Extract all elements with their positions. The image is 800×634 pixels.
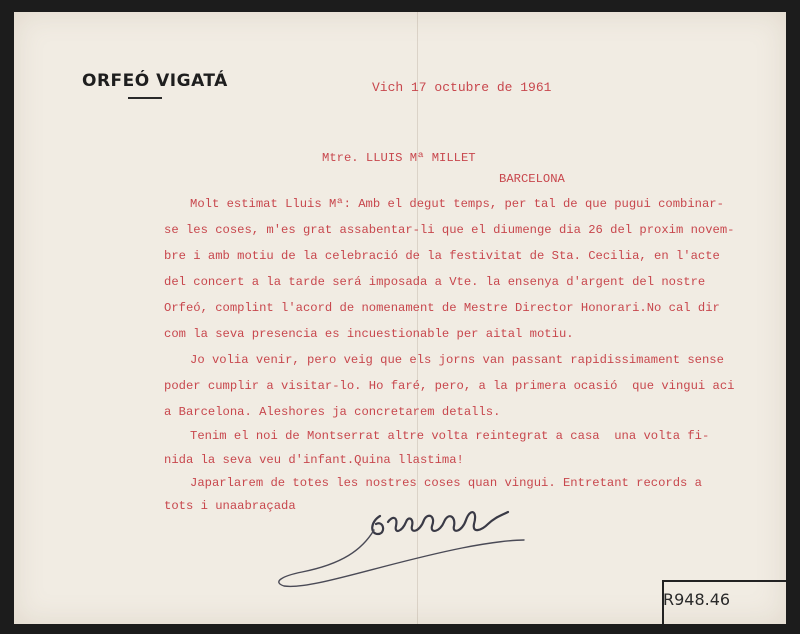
body-line: a Barcelona. Aleshores ja concretarem detalls. [164,405,501,419]
body-line: Jo volia venir, pero veig que els jorns van passant rapidissimament sense [190,353,724,367]
archive-mark-border [662,580,786,582]
body-line: poder cumplir a visitar-lo. Ho faré, pero, a la primera ocasió que vingui aci [164,379,735,393]
body-line: Molt estimat Lluis Mª: Amb el degut temps, per tal de que pugui combinar- [190,197,724,211]
letterhead: ORFEÓ VIGATÁ [82,71,228,91]
recipient-city: BARCELONA [499,172,565,186]
letterhead-underline [128,97,162,99]
body-line: Orfeó, complint l'acord de nomenament de Mestre Director Honorari.No cal dir [164,301,720,315]
archive-code: R948.46 [663,590,731,609]
body-line: se les coses, m'es grat assabentar-li que el diumenge dia 26 del proxim novem- [164,223,735,237]
body-line: bre i amb motiu de la celebració de la festivitat de Sta. Cecilia, en l'acte [164,249,720,263]
letter-date: Vich 17 octubre de 1961 [372,80,552,95]
body-line: del concert a la tarde será imposada a Vte. la ensenya d'argent del nostre [164,275,706,289]
recipient-name: Mtre. LLUIS Mª MILLET [322,151,476,165]
body-line: com la seva presencia es incuestionable per aital motiu. [164,327,574,341]
body-line: Tenim el noi de Montserrat altre volta reintegrat a casa una volta fi- [190,429,710,443]
body-line: Japarlarem de totes les nostres coses quan vingui. Entretant records a [190,476,702,490]
handwritten-signature [262,494,552,594]
body-line: tots i unaabraçada [164,499,296,513]
body-line: nida la seva veu d'infant.Quina llastima! [164,453,464,467]
